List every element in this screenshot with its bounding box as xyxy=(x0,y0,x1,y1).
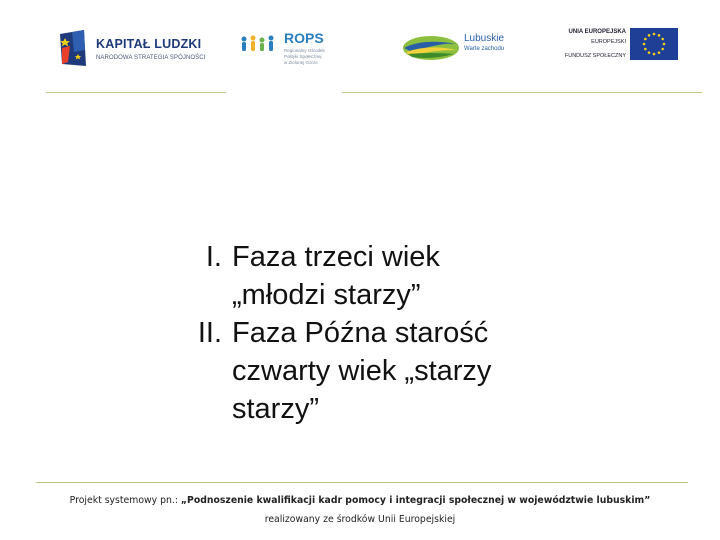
list-line: starzy” xyxy=(232,393,319,425)
eu-star-icon xyxy=(643,43,646,46)
lubuskie-logo xyxy=(402,30,512,64)
list-line: „młodzi starzy” xyxy=(232,279,421,311)
list-number: II. xyxy=(197,317,222,349)
kapital-ludzki-logo xyxy=(58,28,208,70)
eu-star-icon xyxy=(653,53,656,56)
kapital-ludzki-subtitle: NARODOWA STRATEGIA SPÓJNOŚCI xyxy=(96,55,206,61)
footer-project-title: „Podnoszenie kwalifikacji kadr pomocy i integracji społecznej w województwie lubuskim” xyxy=(180,495,651,506)
eu-flag-icon xyxy=(630,28,678,60)
list-item xyxy=(180,314,560,428)
kapital-ludzki-emblem-icon xyxy=(58,28,88,68)
eu-star-icon xyxy=(661,38,664,41)
eu-star-icon xyxy=(661,48,664,51)
eu-star-icon xyxy=(648,34,651,37)
eu-logo xyxy=(558,26,680,64)
footer-prefix: Projekt systemowy pn.: xyxy=(69,495,181,506)
lubuskie-name: Lubuskie xyxy=(464,33,505,44)
eu-line-3: FUNDUSZ SPOŁECZNY xyxy=(564,53,626,59)
eu-star-icon xyxy=(648,51,651,54)
eu-title: UNIA EUROPEJSKA xyxy=(568,29,626,35)
eu-star-icon xyxy=(644,38,647,41)
header-rule-left xyxy=(46,92,226,93)
eu-star-icon xyxy=(644,48,647,51)
eu-star-icon xyxy=(658,51,661,54)
list-line: Faza trzeci wiek xyxy=(232,241,440,273)
people-figures-icon xyxy=(240,34,278,54)
rops-line-3: w Zielonej Górze xyxy=(284,60,318,65)
lubuskie-hills-icon xyxy=(402,34,460,62)
list-number: I. xyxy=(205,241,222,273)
eu-line-2: EUROPEJSKI xyxy=(591,39,626,45)
rops-logo xyxy=(240,30,335,68)
lubuskie-subtitle: Warte zachodu xyxy=(464,46,505,52)
eu-star-icon xyxy=(663,43,666,46)
footer-line-1 xyxy=(40,491,680,510)
rops-name: ROPS xyxy=(284,30,324,46)
footer-line-2: realizowany ze środków Unii Europejskiej xyxy=(264,514,456,525)
footer-text xyxy=(40,491,680,529)
rops-line-2: Polityki Społecznej xyxy=(284,54,322,59)
eu-star-icon xyxy=(653,33,656,36)
footer-rule xyxy=(36,482,688,483)
rops-line-1: Regionalny Ośrodek xyxy=(284,48,325,53)
list-item xyxy=(180,238,560,314)
list-line: Faza Późna starość xyxy=(232,317,489,349)
header-rule-right xyxy=(342,92,702,93)
eu-star-icon xyxy=(658,34,661,37)
list-line: czwarty wiek „starzy xyxy=(232,355,492,387)
kapital-ludzki-name: KAPITAŁ LUDZKI xyxy=(96,37,202,51)
main-list xyxy=(180,238,560,428)
